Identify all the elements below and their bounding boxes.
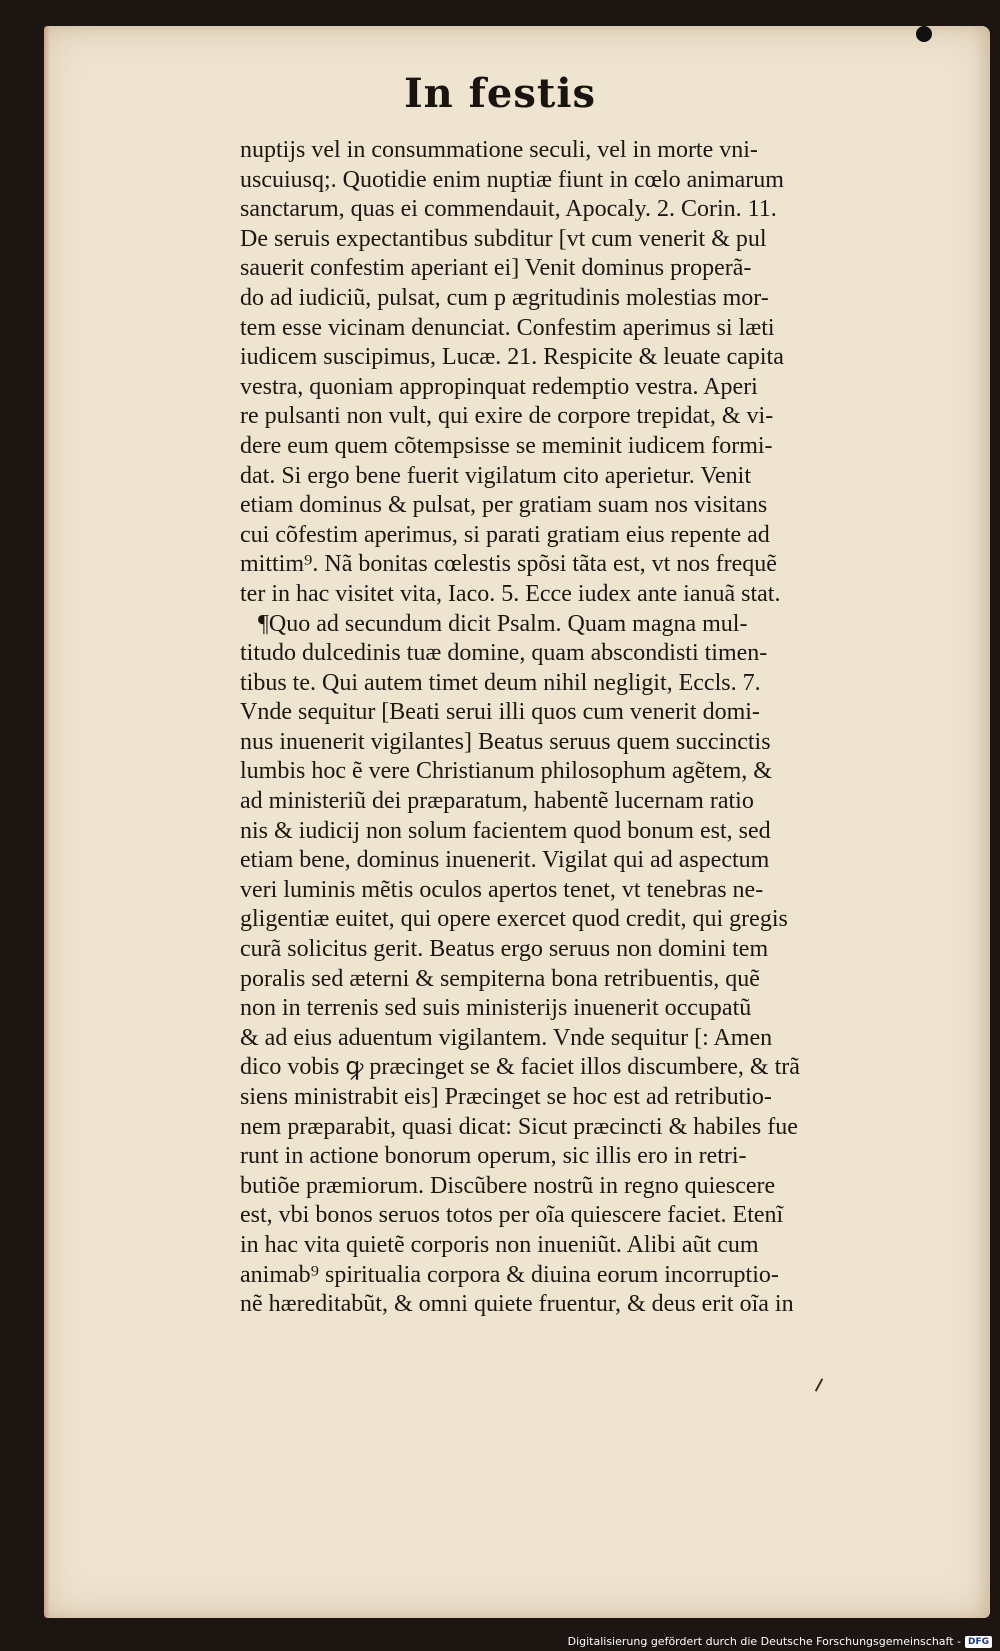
text-line: & ad eius aduentum vigilantem. Vnde sequitur [: Amen (240, 1024, 773, 1051)
text-line: sauerit confestim aperiant ei] Venit dominus properã- (240, 255, 752, 282)
text-line: poralis sed æterni & sempiterna bona retribuentis, quẽ (240, 965, 760, 992)
text-line: veri luminis mẽtis oculos apertos tenet, vt tenebras ne- (240, 876, 764, 903)
digitization-footer (568, 1635, 992, 1648)
text-line: ¶Quo ad secundum dicit Psalm. Quam magna mul- (258, 610, 748, 637)
text-line: etiam dominus & pulsat, per gratiam suam nos visitans (240, 492, 768, 519)
ink-blot (916, 26, 932, 42)
text-line: dico vobis ꝙ præcinget se & faciet illos discumbere, & trã (240, 1054, 800, 1081)
text-line: mittim⁹. Nã bonitas cœlestis spõsi tãta est, vt nos frequẽ (240, 551, 777, 578)
text-line: gligentiæ euitet, qui opere exercet quod credit, qui gregis (240, 906, 788, 933)
text-line: De seruis expectantibus subditur [vt cum venerit & pul (240, 225, 767, 252)
text-line: runt in actione bonorum operum, sic illis ero in retri- (240, 1143, 747, 1170)
text-line: animab⁹ spiritualia corpora & diuina eorum incorruptio- (240, 1261, 779, 1288)
page-edge-stain (44, 26, 50, 1618)
text-line: nẽ hæreditabũt, & omni quiete fruentur, & deus erit oĩa in (240, 1291, 794, 1318)
text-line: tem esse vicinam denunciat. Confestim aperimus si læti (240, 314, 775, 341)
text-line: sanctarum, quas ei commendauit, Apocaly. 2. Corin. 11. (240, 196, 777, 223)
text-line: dat. Si ergo bene fuerit vigilatum cito aperietur. Venit (240, 462, 751, 489)
text-line: lumbis hoc ẽ vere Christianum philosophum agẽtem, & (240, 758, 772, 785)
text-line: etiam bene, dominus inuenerit. Vigilat qui ad aspectum (240, 847, 770, 874)
dfg-logo-icon: DFG (965, 1636, 992, 1648)
text-line: butiõe præmiorum. Discũbere nostrũ in regno quiescere (240, 1172, 776, 1199)
text-line: curã solicitus gerit. Beatus ergo seruus non domini tem (240, 936, 769, 963)
text-line: ter in hac visitet vita, Iaco. 5. Ecce iudex ante ianuã stat. (240, 580, 781, 607)
text-line: nem præparabit, quasi dicat: Sicut præcincti & habiles fue (240, 1113, 798, 1140)
text-line: Vnde sequitur [Beati serui illi quos cum venerit domi- (240, 699, 760, 726)
text-line: siens ministrabit eis] Præcinget se hoc est ad retributio- (240, 1084, 772, 1110)
text-line: tibus te. Qui autem timet deum nihil negligit, Eccls. 7. (240, 669, 761, 696)
text-line: iudicem suscipimus, Lucæ. 21. Respicite & leuate capita (240, 344, 784, 371)
running-heading: In festis (403, 70, 597, 117)
text-line: vestra, quoniam appropinquat redemptio vestra. Aperi (240, 373, 758, 400)
funding-credit: Digitalisierung gefördert durch die Deutsche Forschungsgemeinschaft - (567, 1635, 961, 1648)
text-line: nis & iudicij non solum facientem quod bonum est, sed (240, 817, 771, 844)
text-line: in hac vita quietẽ corporis non inueniũt. Alibi aũt cum (240, 1231, 759, 1258)
body-text (240, 136, 920, 1320)
text-line: ad ministeriũ dei præparatum, habentẽ lucernam ratio (240, 788, 754, 815)
text-line: uscuiusq;. Quotidie enim nuptiæ fiunt in cœlo animarum (240, 166, 784, 193)
text-line: re pulsanti non vult, qui exire de corpore trepidat, & vi- (240, 403, 774, 430)
text-line: cui cõfestim aperimus, si parati gratiam eius repente ad (240, 521, 770, 548)
text-line: do ad iudiciũ, pulsat, cum p ægritudinis molestias mor- (240, 284, 769, 311)
text-line: est, vbi bonos seruos totos per oĩa quiescere faciet. Etenĩ (240, 1202, 784, 1229)
text-line: titudo dulcedinis tuæ domine, quam abscondisti timen- (240, 640, 768, 667)
text-line: non in terrenis sed suis ministerijs inuenerit occupatũ (240, 995, 752, 1022)
text-line: nuptijs vel in consummatione seculi, vel in morte vni- (240, 137, 758, 163)
text-line: dere eum quem cõtempsisse se meminit iudicem formi- (240, 432, 773, 459)
text-line: nus inuenerit vigilantes] Beatus seruus quem succinctis (240, 728, 771, 755)
